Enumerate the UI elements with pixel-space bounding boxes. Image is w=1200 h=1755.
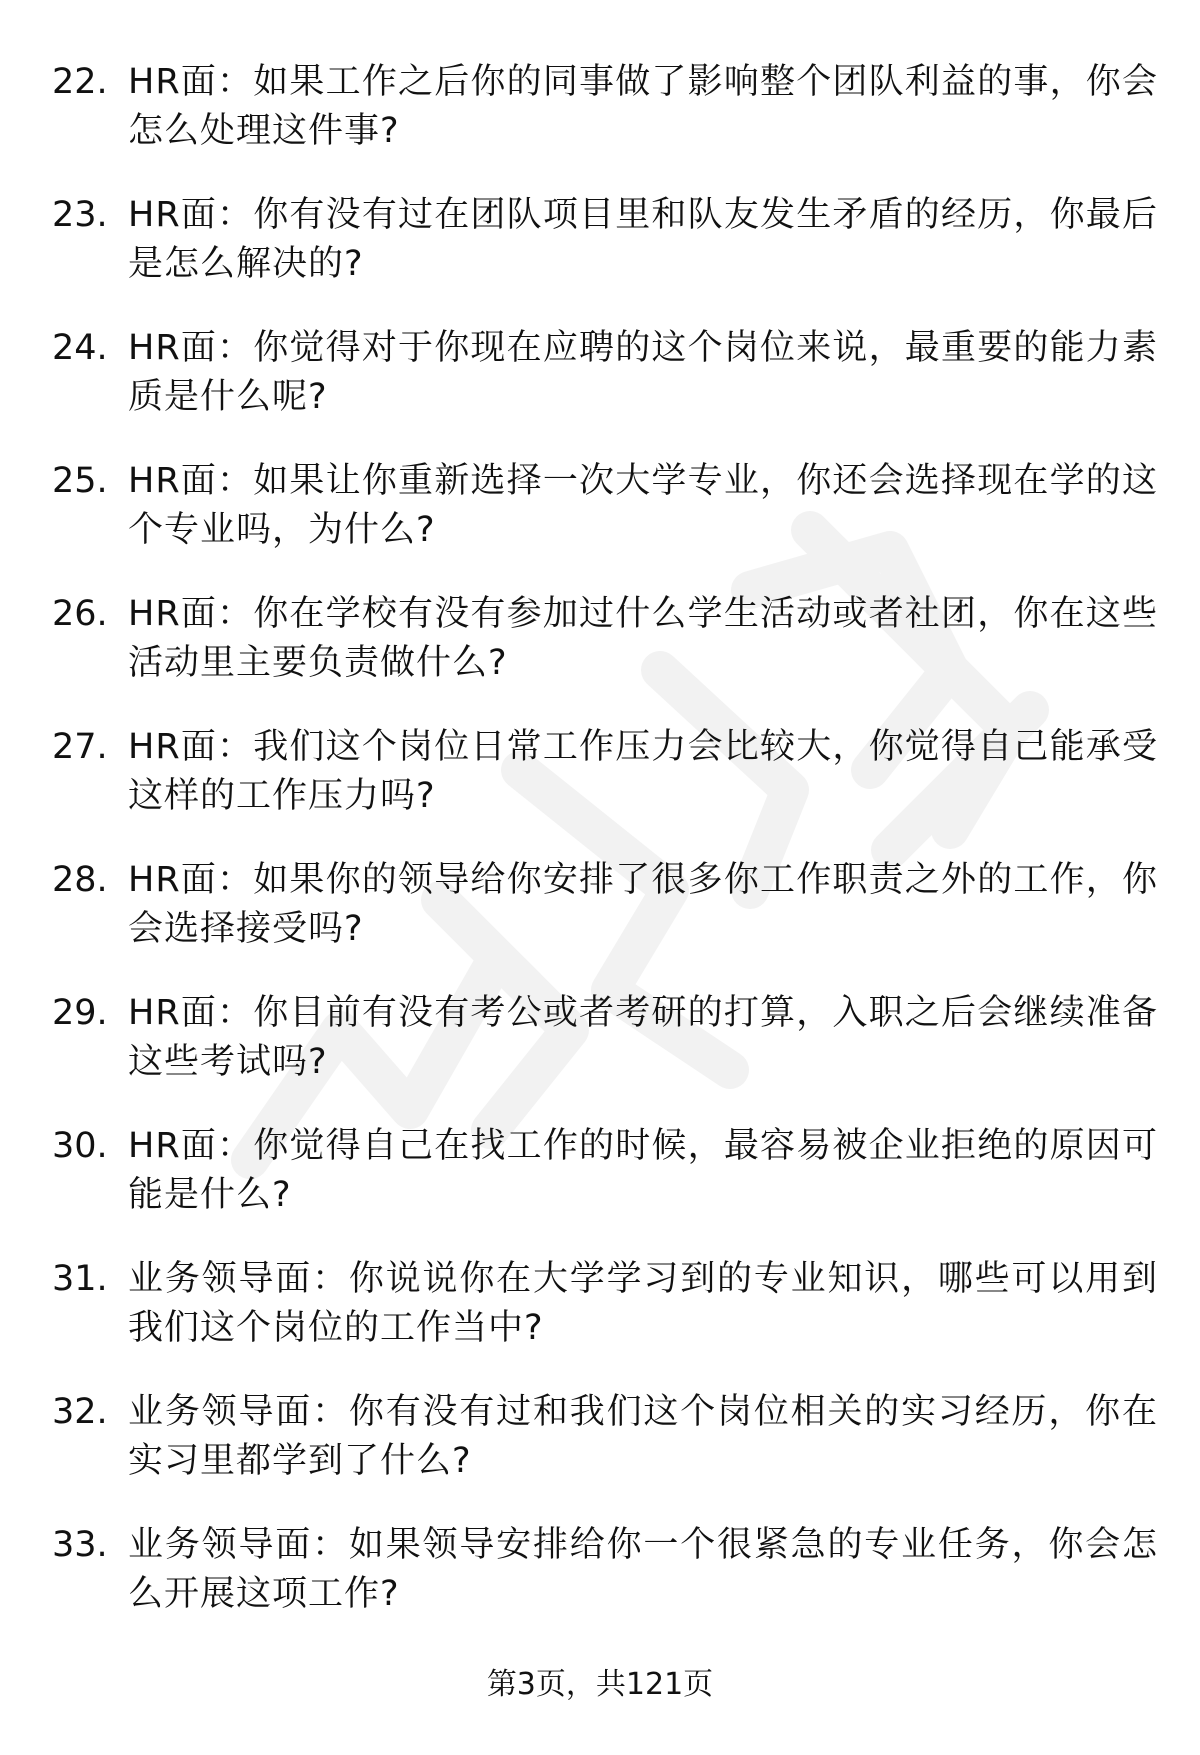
question-number: 26. (52, 594, 108, 634)
question-list (0, 58, 1200, 1654)
question-number: 33. (52, 1525, 108, 1565)
list-item (0, 989, 1200, 1122)
question-text: HR面：你觉得对于你现在应聘的这个岗位来说，最重要的能力素质是什么呢? (128, 328, 1158, 417)
question-text: HR面：你在学校有没有参加过什么学生活动或者社团，你在这些活动里主要负责做什么? (128, 594, 1158, 683)
question-number: 31. (52, 1259, 108, 1299)
list-item (0, 58, 1200, 191)
list-item (0, 590, 1200, 723)
question-number: 24. (52, 328, 108, 368)
list-item (0, 457, 1200, 590)
question-text: HR面：如果让你重新选择一次大学专业，你还会选择现在学的这个专业吗，为什么? (128, 461, 1158, 550)
question-text: HR面：你觉得自己在找工作的时候，最容易被企业拒绝的原因可能是什么? (128, 1126, 1158, 1215)
question-text: HR面：我们这个岗位日常工作压力会比较大，你觉得自己能承受这样的工作压力吗? (128, 727, 1158, 816)
question-number: 22. (52, 62, 108, 102)
list-item (0, 191, 1200, 324)
question-number: 25. (52, 461, 108, 501)
list-item (0, 1255, 1200, 1388)
question-number: 27. (52, 727, 108, 767)
page-footer: 第3页，共121页 (486, 1667, 714, 1702)
list-item (0, 1388, 1200, 1521)
question-text: HR面：如果工作之后你的同事做了影响整个团队利益的事，你会怎么处理这件事? (128, 62, 1158, 151)
question-text: HR面：你目前有没有考公或者考研的打算，入职之后会继续准备这些考试吗? (128, 993, 1158, 1082)
question-text: HR面：如果你的领导给你安排了很多你工作职责之外的工作，你会选择接受吗? (128, 860, 1158, 949)
question-text: 业务领导面：如果领导安排给你一个很紧急的专业任务，你会怎么开展这项工作? (128, 1525, 1158, 1614)
list-item (0, 723, 1200, 856)
question-number: 30. (52, 1126, 108, 1166)
question-number: 29. (52, 993, 108, 1033)
question-text: HR面：你有没有过在团队项目里和队友发生矛盾的经历，你最后是怎么解决的? (128, 195, 1158, 284)
list-item (0, 324, 1200, 457)
list-item (0, 1521, 1200, 1654)
list-item (0, 1122, 1200, 1255)
list-item (0, 856, 1200, 989)
question-text: 业务领导面：你说说你在大学学习到的专业知识，哪些可以用到我们这个岗位的工作当中? (128, 1259, 1158, 1348)
question-number: 28. (52, 860, 108, 900)
question-number: 32. (52, 1392, 108, 1432)
question-number: 23. (52, 195, 108, 235)
question-text: 业务领导面：你有没有过和我们这个岗位相关的实习经历，你在实习里都学到了什么? (128, 1392, 1158, 1481)
